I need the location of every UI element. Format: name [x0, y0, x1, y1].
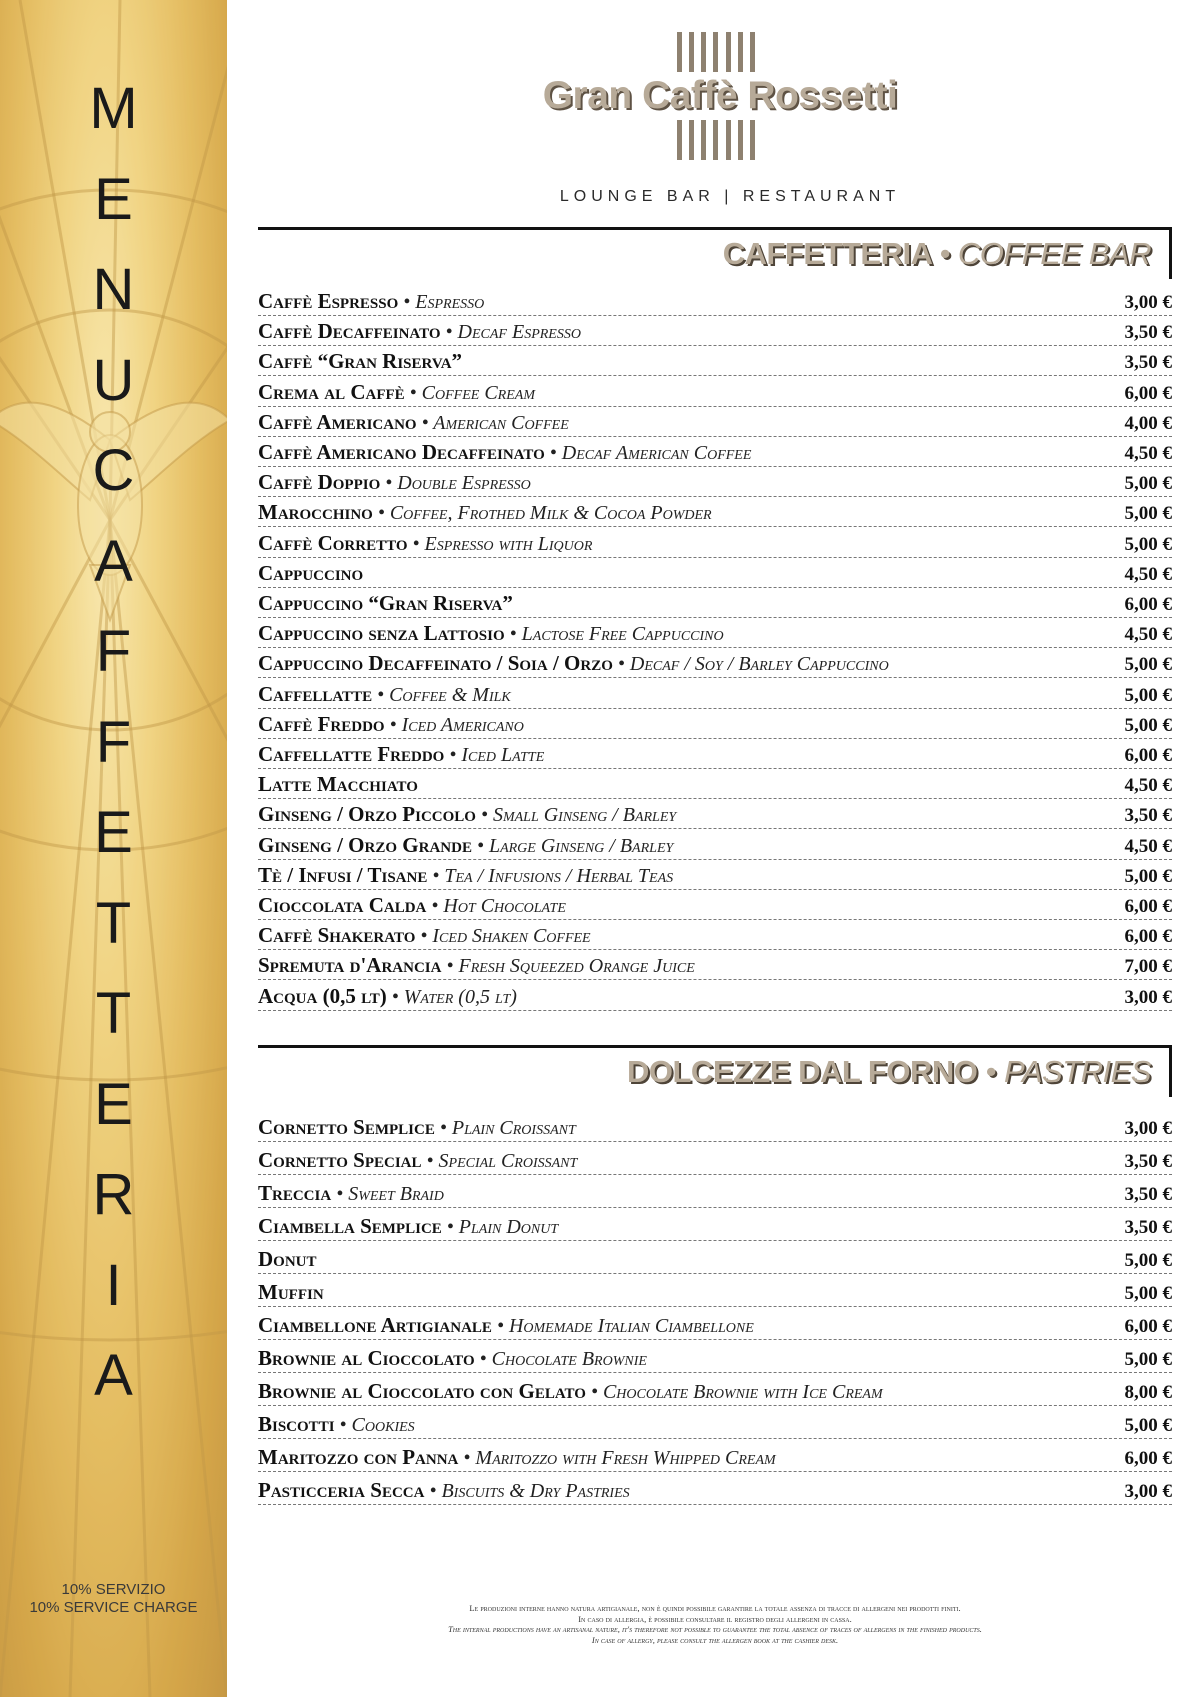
menu-item-title: Caffè Doppio [258, 470, 381, 495]
section-title-en: • COFFEE BAR [939, 236, 1151, 271]
menu-item-title: Caffè Freddo [258, 711, 385, 736]
menu-item-description: • Plain Donut [441, 1216, 559, 1238]
menu-item-title: Caffè Americano [258, 409, 417, 434]
decorative-sidebar [0, 0, 227, 1697]
menu-item-row [258, 499, 1172, 527]
footer-line-4: In case of allergy, please consult the allergen book at the cashier desk. [591, 1634, 839, 1645]
menu-item-row [258, 288, 1172, 316]
menu-item-price: 6,00 € [1124, 382, 1172, 404]
menu-item-row [258, 1246, 1172, 1274]
menu-item-row [258, 348, 1172, 376]
menu-item-description: • Iced Shaken Coffee [415, 925, 591, 948]
menu-item-description: • Iced Latte [444, 744, 545, 766]
menu-item-title: Acqua (0,5 lt) [258, 983, 387, 1008]
menu-item-title: Caffè “Gran Riserva” [258, 349, 463, 374]
menu-item-description: • Coffee & Milk [372, 683, 511, 706]
menu-item-row [258, 952, 1172, 980]
menu-item-row [258, 318, 1172, 346]
menu-item-name [258, 1181, 444, 1206]
menu-item-price: 4,50 € [1124, 563, 1172, 585]
vertical-letter: E [94, 800, 133, 865]
footer-line-2: In caso di allergia, è possibile consultare il registro degli allergeni in cassa. [578, 1613, 852, 1624]
vertical-letter: M [89, 76, 138, 141]
logo-top-bars [677, 32, 755, 72]
menu-item-price: 6,00 € [1124, 896, 1172, 917]
menu-item-row [258, 530, 1172, 558]
menu-item-title: Treccia [258, 1181, 332, 1205]
menu-item-name [258, 621, 724, 646]
menu-item-name [258, 1214, 558, 1239]
menu-item-price: 4,50 € [1124, 775, 1172, 797]
menu-item-price: 5,00 € [1124, 684, 1172, 706]
menu-item-price: 5,00 € [1124, 533, 1172, 555]
brand-logo [530, 28, 910, 168]
menu-item-row [258, 771, 1172, 799]
logo-text: Gran Caffè Rossetti [542, 74, 898, 117]
menu-item-title: Donut [258, 1247, 317, 1271]
menu-item-title: Caffè Shakerato [258, 923, 416, 948]
vertical-letter: E [94, 166, 133, 232]
menu-item-row [258, 1378, 1172, 1406]
menu-item-price: 5,00 € [1124, 503, 1172, 525]
menu-item-price: 6,00 € [1124, 1448, 1172, 1469]
menu-item-row [258, 741, 1172, 769]
menu-item-price: 4,50 € [1124, 443, 1172, 464]
menu-item-name [258, 319, 581, 344]
menu-item-title: Brownie al Cioccolato [258, 1346, 475, 1370]
menu-item-title: Tè / Infusi / Tisane [258, 862, 428, 887]
menu-item-row [258, 469, 1172, 497]
menu-item-price: 5,00 € [1124, 654, 1172, 676]
menu-item-title: Latte Macchiato [258, 772, 418, 797]
section-header [258, 1045, 1172, 1097]
menu-item-description: • Decaf American Coffee [544, 442, 752, 464]
menu-item-row [258, 620, 1172, 648]
footer-line-1: Le produzioni interne hanno natura artigianale, non è quindi possibile garantire la totale assenza di tracce di allergeni nei prodotti finiti. [469, 1603, 961, 1613]
menu-item-name [258, 923, 591, 948]
menu-item-title: Pasticceria Secca [258, 1478, 425, 1502]
section-title-it: CAFFETTERIA [722, 236, 932, 271]
menu-item-price: 3,50 € [1124, 805, 1172, 827]
menu-item-title: Cornetto Semplice [258, 1115, 435, 1139]
menu-item-price: 3,50 € [1124, 1217, 1172, 1238]
menu-item-description: • Large Ginseng / Barley [471, 834, 674, 857]
menu-item-row [258, 1180, 1172, 1208]
menu-item-price: 5,00 € [1124, 1283, 1172, 1304]
menu-item-name [258, 682, 511, 707]
menu-item-name [258, 1280, 324, 1305]
menu-item-name [258, 380, 535, 405]
menu-item-name [258, 772, 418, 797]
menu-item-price: 6,00 € [1124, 1316, 1172, 1337]
menu-item-description: • Plain Croissant [434, 1117, 576, 1139]
menu-item-name [258, 712, 524, 737]
menu-item-description: • Espresso [398, 291, 485, 313]
menu-item-name [258, 531, 592, 556]
menu-item-description: • Special Croissant [421, 1150, 578, 1172]
menu-item-description: • Homemade Italian Ciambellone [491, 1315, 754, 1337]
menu-item-price: 5,00 € [1124, 473, 1172, 495]
menu-item-title: Biscotti [258, 1412, 335, 1436]
menu-item-price: 3,50 € [1124, 352, 1172, 374]
vertical-letter: E [94, 1071, 133, 1137]
section-title-en: • PASTRIES [985, 1054, 1151, 1089]
tagline: LOUNGE BAR | RESTAURANT [559, 188, 901, 205]
menu-item-title: Caffè Decaffeinato [258, 319, 441, 344]
menu-item-description: • Espresso with Liquor [407, 532, 593, 555]
vertical-letter: N [92, 257, 135, 322]
vertical-letter: F [95, 709, 132, 775]
menu-item-price: 5,00 € [1124, 1250, 1172, 1271]
menu-item-row [258, 439, 1172, 467]
section-title [627, 1054, 1151, 1090]
menu-item-price: 4,50 € [1124, 835, 1172, 857]
menu-item-name [258, 742, 544, 767]
menu-item-description: • Iced Americano [384, 713, 524, 736]
menu-item-name [258, 893, 566, 918]
menu-item-price: 6,00 € [1124, 594, 1172, 615]
menu-item-row [258, 590, 1172, 618]
menu-item-row [258, 983, 1172, 1011]
menu-item-description: • Maritozzo with Fresh Whipped Cream [458, 1447, 776, 1469]
menu-item-title: Caffellatte [258, 681, 373, 706]
menu-item-row [258, 409, 1172, 437]
menu-item-name [258, 833, 673, 858]
menu-item-name [258, 1313, 754, 1338]
allergen-footer [258, 1603, 1172, 1645]
menu-item-price: 8,00 € [1124, 1382, 1172, 1403]
vertical-letter: T [95, 890, 132, 956]
menu-item-name [258, 863, 673, 888]
menu-item-price: 4,00 € [1124, 412, 1172, 434]
menu-item-description: • Sweet Braid [331, 1183, 444, 1205]
menu-item-description: • American Coffee [416, 411, 569, 434]
menu-item-description: • Coffee Cream [404, 381, 535, 404]
menu-item-title: Caffellatte Freddo [258, 742, 445, 766]
menu-item-row [258, 1345, 1172, 1373]
menu-item-price: 5,00 € [1124, 714, 1172, 736]
menu-item-row [258, 681, 1172, 709]
menu-item-title: Caffè Americano Decaffeinato [258, 440, 545, 464]
menu-item-title: Maritozzo con Panna [258, 1445, 459, 1469]
menu-item-description: • Chocolate Brownie with Ice Cream [585, 1381, 883, 1403]
menu-item-description: • Chocolate Brownie [474, 1348, 647, 1370]
menu-item-name [258, 802, 676, 827]
vertical-letter: F [95, 619, 132, 684]
menu-item-description: • Lactose Free Cappuccino [504, 623, 724, 646]
menu-item-description: • Small Ginseng / Barley [475, 804, 677, 827]
menu-item-name [258, 349, 462, 374]
menu-item-title: Ginseng / Orzo Grande [258, 832, 472, 857]
menu-item-title: Cappuccino “Gran Riserva” [258, 591, 513, 615]
vertical-letter: T [95, 981, 132, 1046]
menu-item-price: 3,50 € [1124, 1151, 1172, 1172]
menu-item-title: Brownie al Cioccolato con Gelato [258, 1379, 586, 1403]
menu-item-description: • Hot Chocolate [426, 895, 566, 917]
vertical-letter: A [94, 528, 133, 594]
menu-item-title: Cioccolata Calda [258, 893, 427, 917]
menu-item-row [258, 1444, 1172, 1472]
menu-item-title: Cappuccino senza Lattosio [258, 621, 505, 646]
menu-item-title: Caffè Corretto [258, 530, 408, 555]
menu-item-price: 7,00 € [1124, 956, 1172, 978]
menu-item-title: Cappuccino Decaffeinato / Soia / Orzo [258, 651, 613, 676]
menu-item-title: Crema al Caffè [258, 379, 405, 404]
menu-item-price: 3,00 € [1124, 986, 1172, 1008]
menu-item-row [258, 711, 1172, 739]
vertical-letter: A [94, 1343, 133, 1408]
menu-item-row [258, 1114, 1172, 1142]
menu-item-price: 3,50 € [1124, 322, 1172, 344]
menu-item-description: • Tea / Infusions / Herbal Teas [427, 864, 674, 887]
menu-item-description: • Fresh Squeezed Orange Juice [441, 955, 695, 978]
menu-item-title: Ciambellone Artigianale [258, 1313, 492, 1337]
menu-item-row [258, 1279, 1172, 1307]
menu-item-row [258, 1213, 1172, 1241]
menu-item-description: • Biscuits & Dry Pastries [424, 1480, 630, 1502]
menu-item-name [258, 651, 889, 676]
menu-item-title: Spremuta d'Arancia [258, 953, 442, 978]
menu-item-row [258, 801, 1172, 829]
menu-item-price: 3,00 € [1124, 1481, 1172, 1502]
menu-item-row [258, 862, 1172, 890]
menu-item-description: • Decaf / Soy / Barley Cappuccino [612, 653, 889, 676]
menu-item-row [258, 560, 1172, 588]
menu-item-price: 4,50 € [1124, 624, 1172, 646]
menu-item-price: 3,00 € [1124, 1118, 1172, 1139]
footer-line-3: The internal productions have an artisanal nature, it's therefore not possible to guarantee the total absence of traces of allergens in the finished products. [448, 1624, 982, 1634]
service-charge-it: 10% SERVIZIO [61, 1581, 166, 1598]
section-title-it: DOLCEZZE DAL FORNO [627, 1054, 978, 1089]
menu-item-description: • Cookies [334, 1414, 415, 1436]
vertical-menu-title [0, 0, 227, 1697]
menu-item-name [258, 591, 513, 616]
logo-bottom-bars [677, 120, 755, 160]
menu-item-name [258, 1148, 577, 1173]
menu-item-row [258, 1312, 1172, 1340]
vertical-letter: R [92, 1162, 135, 1227]
menu-item-row [258, 832, 1172, 860]
menu-item-title: Caffè Espresso [258, 289, 399, 313]
menu-item-name [258, 1478, 630, 1503]
vertical-letter: C [92, 438, 135, 503]
menu-item-name [258, 1445, 776, 1470]
menu-item-name [258, 953, 695, 978]
menu-item-name [258, 410, 569, 435]
menu-item-price: 5,00 € [1124, 1415, 1172, 1436]
menu-item-price: 5,00 € [1124, 1349, 1172, 1370]
menu-item-title: Marocchino [258, 500, 373, 525]
menu-item-name [258, 500, 712, 525]
menu-item-row [258, 1411, 1172, 1439]
menu-item-name [258, 561, 363, 586]
menu-item-title: Cappuccino [258, 560, 364, 585]
menu-item-name [258, 440, 751, 465]
menu-item-name [258, 1379, 883, 1404]
menu-item-row [258, 379, 1172, 407]
menu-item-row [258, 1477, 1172, 1505]
menu-item-row [258, 650, 1172, 678]
menu-item-price: 5,00 € [1124, 865, 1172, 887]
menu-item-description: • Coffee, Frothed Milk & Cocoa Powder [372, 502, 712, 525]
vertical-letter: U [92, 347, 135, 413]
menu-item-name [258, 1346, 647, 1371]
menu-item-row [258, 922, 1172, 950]
menu-item-title: Ciambella Semplice [258, 1214, 442, 1238]
menu-item-name [258, 470, 531, 495]
menu-item-price: 3,00 € [1124, 292, 1172, 313]
menu-item-name [258, 984, 517, 1009]
menu-item-title: Muffin [258, 1280, 324, 1304]
menu-item-name [258, 1247, 317, 1272]
menu-item-row [258, 1147, 1172, 1175]
menu-item-description: • Water (0,5 lt) [386, 985, 517, 1008]
menu-item-row [258, 892, 1172, 920]
menu-item-description: • Double Espresso [380, 472, 531, 495]
menu-item-price: 3,50 € [1124, 1184, 1172, 1205]
menu-item-title: Ginseng / Orzo Piccolo [258, 802, 476, 827]
section-title [723, 236, 1151, 272]
service-charge-en: 10% SERVICE CHARGE [29, 1599, 198, 1616]
vertical-letter: I [105, 1252, 122, 1318]
menu-item-name [258, 1115, 576, 1140]
menu-item-name [258, 1412, 415, 1437]
menu-item-price: 6,00 € [1124, 926, 1172, 948]
menu-item-name [258, 289, 484, 314]
menu-item-title: Cornetto Special [258, 1148, 422, 1172]
menu-item-description: • Decaf Espresso [440, 321, 581, 344]
menu-item-price: 6,00 € [1124, 745, 1172, 766]
section-header [258, 227, 1172, 279]
